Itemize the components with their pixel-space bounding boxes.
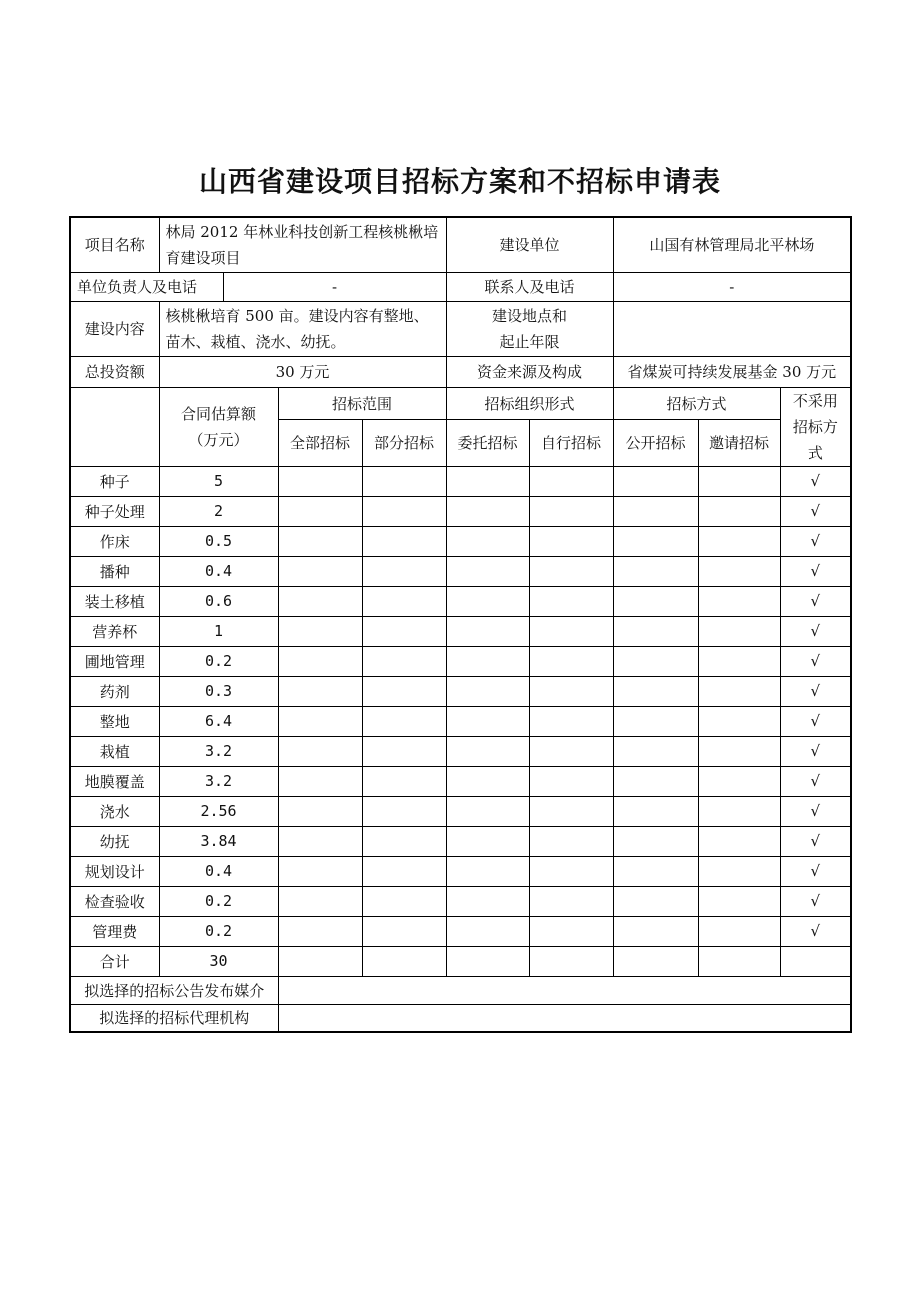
- row-method-open: [613, 586, 698, 616]
- table-row: [70, 916, 851, 946]
- row-scope-full: [278, 466, 362, 496]
- row-method-open: [613, 886, 698, 916]
- bid-org-header: 招标组织形式: [446, 387, 613, 420]
- method-invite-header: 邀请招标: [698, 420, 780, 466]
- row-item-name: 浇水: [70, 796, 159, 826]
- row-item-name: 作床: [70, 526, 159, 556]
- media-row: [70, 976, 851, 1004]
- org-self-header: 自行招标: [529, 420, 613, 466]
- row-item-name: 装土移植: [70, 586, 159, 616]
- content-value: 核桃楸培育 500 亩。建设内容有整地、苗木、栽植、浇水、幼抚。: [159, 301, 446, 356]
- row-method-invite: [698, 766, 780, 796]
- project-name-row: [70, 217, 851, 272]
- unit-head-value: -: [223, 272, 446, 301]
- row-org-entrust: [446, 826, 529, 856]
- row-scope-partial: [362, 886, 446, 916]
- table-row: [70, 676, 851, 706]
- row-method-open: [613, 676, 698, 706]
- location-value: [613, 301, 851, 356]
- row-scope-full: [278, 586, 362, 616]
- location-label: 建设地点和起止年限: [446, 301, 613, 356]
- org-entrust-header: 委托招标: [446, 420, 529, 466]
- row-method-invite: [698, 946, 780, 976]
- table-row: [70, 826, 851, 856]
- row-no-bid-check: √: [780, 796, 851, 826]
- row-no-bid-check: √: [780, 586, 851, 616]
- media-label: 拟选择的招标公告发布媒介: [70, 976, 278, 1004]
- row-no-bid-check: √: [780, 466, 851, 496]
- row-org-entrust: [446, 856, 529, 886]
- row-org-entrust: [446, 766, 529, 796]
- row-contract-amount: 0.2: [159, 916, 278, 946]
- agency-value: [278, 1004, 851, 1032]
- row-method-invite: [698, 526, 780, 556]
- row-org-entrust: [446, 466, 529, 496]
- row-item-name: 播种: [70, 556, 159, 586]
- row-scope-full: [278, 676, 362, 706]
- row-contract-amount: 5: [159, 466, 278, 496]
- row-contract-amount: 1: [159, 616, 278, 646]
- content-label: 建设内容: [70, 301, 159, 356]
- row-method-open: [613, 856, 698, 886]
- row-scope-full: [278, 796, 362, 826]
- investment-row: [70, 356, 851, 387]
- table-row: [70, 796, 851, 826]
- row-scope-full: [278, 706, 362, 736]
- row-scope-partial: [362, 826, 446, 856]
- table-row: [70, 466, 851, 496]
- row-no-bid-check: √: [780, 856, 851, 886]
- row-no-bid-check: √: [780, 496, 851, 526]
- row-contract-amount: 0.3: [159, 676, 278, 706]
- row-contract-amount: 3.84: [159, 826, 278, 856]
- content-row: [70, 301, 851, 356]
- row-method-invite: [698, 826, 780, 856]
- row-org-self: [529, 796, 613, 826]
- construction-unit-label: 建设单位: [446, 217, 613, 272]
- row-scope-partial: [362, 496, 446, 526]
- row-method-invite: [698, 706, 780, 736]
- row-method-open: [613, 496, 698, 526]
- row-scope-full: [278, 856, 362, 886]
- row-org-self: [529, 586, 613, 616]
- row-no-bid-check: √: [780, 886, 851, 916]
- table-row: [70, 706, 851, 736]
- row-method-invite: [698, 916, 780, 946]
- row-method-open: [613, 526, 698, 556]
- header-row-top: [70, 387, 851, 420]
- row-contract-amount: 0.2: [159, 646, 278, 676]
- table-row: [70, 856, 851, 886]
- row-scope-partial: [362, 616, 446, 646]
- row-contract-amount: 0.2: [159, 886, 278, 916]
- row-method-open: [613, 736, 698, 766]
- row-scope-full: [278, 646, 362, 676]
- row-scope-partial: [362, 796, 446, 826]
- row-org-entrust: [446, 886, 529, 916]
- page-title: 山西省建设项目招标方案和不招标申请表: [198, 165, 721, 198]
- contact-value: -: [613, 272, 851, 301]
- row-scope-partial: [362, 586, 446, 616]
- table-row: [70, 496, 851, 526]
- row-org-self: [529, 466, 613, 496]
- row-no-bid-check: √: [780, 556, 851, 586]
- row-scope-full: [278, 766, 362, 796]
- row-method-invite: [698, 856, 780, 886]
- row-contract-amount: 0.4: [159, 856, 278, 886]
- row-scope-partial: [362, 526, 446, 556]
- row-method-open: [613, 466, 698, 496]
- row-item-name: 营养杯: [70, 616, 159, 646]
- row-scope-partial: [362, 766, 446, 796]
- row-org-entrust: [446, 526, 529, 556]
- row-org-entrust: [446, 616, 529, 646]
- row-method-open: [613, 646, 698, 676]
- row-org-entrust: [446, 676, 529, 706]
- row-item-name: 规划设计: [70, 856, 159, 886]
- row-scope-partial: [362, 556, 446, 586]
- row-scope-full: [278, 826, 362, 856]
- scope-partial-header: 部分招标: [362, 420, 446, 466]
- row-scope-full: [278, 736, 362, 766]
- row-contract-amount: 2: [159, 496, 278, 526]
- row-method-invite: [698, 886, 780, 916]
- row-contract-amount: 0.6: [159, 586, 278, 616]
- row-item-name: 管理费: [70, 916, 159, 946]
- row-scope-partial: [362, 916, 446, 946]
- row-scope-partial: [362, 466, 446, 496]
- funding-value: 省煤炭可持续发展基金 30 万元: [613, 356, 851, 387]
- row-method-invite: [698, 586, 780, 616]
- row-scope-full: [278, 526, 362, 556]
- table-row: [70, 526, 851, 556]
- row-org-self: [529, 946, 613, 976]
- row-scope-partial: [362, 646, 446, 676]
- row-org-entrust: [446, 496, 529, 526]
- row-org-self: [529, 766, 613, 796]
- row-org-self: [529, 736, 613, 766]
- contact-label: 联系人及电话: [446, 272, 613, 301]
- row-item-name: 种子: [70, 466, 159, 496]
- row-no-bid-check: √: [780, 826, 851, 856]
- table-row: [70, 886, 851, 916]
- row-method-open: [613, 706, 698, 736]
- row-item-name: 地膜覆盖: [70, 766, 159, 796]
- row-org-self: [529, 616, 613, 646]
- table-row: [70, 616, 851, 646]
- row-org-self: [529, 826, 613, 856]
- row-org-self: [529, 916, 613, 946]
- table-row: [70, 586, 851, 616]
- method-open-header: 公开招标: [613, 420, 698, 466]
- table-row: [70, 946, 851, 976]
- row-org-self: [529, 526, 613, 556]
- media-value: [278, 976, 851, 1004]
- contract-estimate-header: 合同估算额（万元）: [159, 387, 278, 466]
- row-scope-partial: [362, 676, 446, 706]
- row-method-invite: [698, 556, 780, 586]
- row-scope-full: [278, 886, 362, 916]
- row-contract-amount: 30: [159, 946, 278, 976]
- row-method-open: [613, 556, 698, 586]
- row-method-open: [613, 826, 698, 856]
- row-method-open: [613, 946, 698, 976]
- row-contract-amount: 0.5: [159, 526, 278, 556]
- row-item-name: 药剂: [70, 676, 159, 706]
- table-row: [70, 736, 851, 766]
- row-item-name: 圃地管理: [70, 646, 159, 676]
- bid-method-header: 招标方式: [613, 387, 780, 420]
- row-scope-full: [278, 556, 362, 586]
- row-org-self: [529, 646, 613, 676]
- row-item-name: 整地: [70, 706, 159, 736]
- row-scope-partial: [362, 706, 446, 736]
- row-contract-amount: 6.4: [159, 706, 278, 736]
- row-method-invite: [698, 796, 780, 826]
- row-no-bid-check: √: [780, 526, 851, 556]
- agency-label: 拟选择的招标代理机构: [70, 1004, 278, 1032]
- funding-label: 资金来源及构成: [446, 356, 613, 387]
- row-scope-full: [278, 496, 362, 526]
- unit-head-row: [70, 272, 851, 301]
- row-org-self: [529, 706, 613, 736]
- row-item-name: 检查验收: [70, 886, 159, 916]
- row-org-entrust: [446, 916, 529, 946]
- scope-full-header: 全部招标: [278, 420, 362, 466]
- row-method-open: [613, 766, 698, 796]
- row-scope-partial: [362, 856, 446, 886]
- row-org-self: [529, 556, 613, 586]
- row-no-bid-check: √: [780, 676, 851, 706]
- row-method-open: [613, 796, 698, 826]
- row-contract-amount: 0.4: [159, 556, 278, 586]
- row-method-invite: [698, 466, 780, 496]
- row-item-name: 幼抚: [70, 826, 159, 856]
- row-org-self: [529, 676, 613, 706]
- unit-head-label: 单位负责人及电话: [70, 272, 223, 301]
- project-name-label: 项目名称: [70, 217, 159, 272]
- no-bid-header: 不采用招标方式: [780, 387, 851, 466]
- row-item-name: 种子处理: [70, 496, 159, 526]
- row-org-self: [529, 856, 613, 886]
- row-scope-partial: [362, 946, 446, 976]
- row-no-bid-check: [780, 946, 851, 976]
- row-method-invite: [698, 496, 780, 526]
- row-method-invite: [698, 616, 780, 646]
- row-no-bid-check: √: [780, 616, 851, 646]
- row-org-entrust: [446, 736, 529, 766]
- row-scope-partial: [362, 736, 446, 766]
- row-no-bid-check: √: [780, 916, 851, 946]
- row-method-open: [613, 616, 698, 646]
- row-no-bid-check: √: [780, 766, 851, 796]
- row-contract-amount: 3.2: [159, 736, 278, 766]
- agency-row: [70, 1004, 851, 1032]
- row-method-open: [613, 916, 698, 946]
- row-scope-full: [278, 946, 362, 976]
- row-org-self: [529, 886, 613, 916]
- row-contract-amount: 3.2: [159, 766, 278, 796]
- row-method-invite: [698, 676, 780, 706]
- project-name-value: 林局 2012 年林业科技创新工程核桃楸培育建设项目: [159, 217, 446, 272]
- construction-unit-value: 山国有林管理局北平林场: [613, 217, 851, 272]
- bid-scope-header: 招标范围: [278, 387, 446, 420]
- table-row: [70, 766, 851, 796]
- row-scope-full: [278, 616, 362, 646]
- row-no-bid-check: √: [780, 706, 851, 736]
- row-item-name: 栽植: [70, 736, 159, 766]
- row-org-entrust: [446, 586, 529, 616]
- item-header-blank: [70, 387, 159, 466]
- row-org-entrust: [446, 706, 529, 736]
- row-org-entrust: [446, 646, 529, 676]
- item-rows: [70, 466, 851, 976]
- table-row: [70, 646, 851, 676]
- row-org-entrust: [446, 946, 529, 976]
- row-no-bid-check: √: [780, 646, 851, 676]
- row-item-name: 合计: [70, 946, 159, 976]
- row-method-invite: [698, 736, 780, 766]
- row-scope-full: [278, 916, 362, 946]
- application-form-table: [69, 216, 852, 1033]
- row-org-self: [529, 496, 613, 526]
- investment-label: 总投资额: [70, 356, 159, 387]
- row-method-invite: [698, 646, 780, 676]
- investment-value: 30 万元: [159, 356, 446, 387]
- row-org-entrust: [446, 556, 529, 586]
- row-contract-amount: 2.56: [159, 796, 278, 826]
- row-org-entrust: [446, 796, 529, 826]
- table-row: [70, 556, 851, 586]
- row-no-bid-check: √: [780, 736, 851, 766]
